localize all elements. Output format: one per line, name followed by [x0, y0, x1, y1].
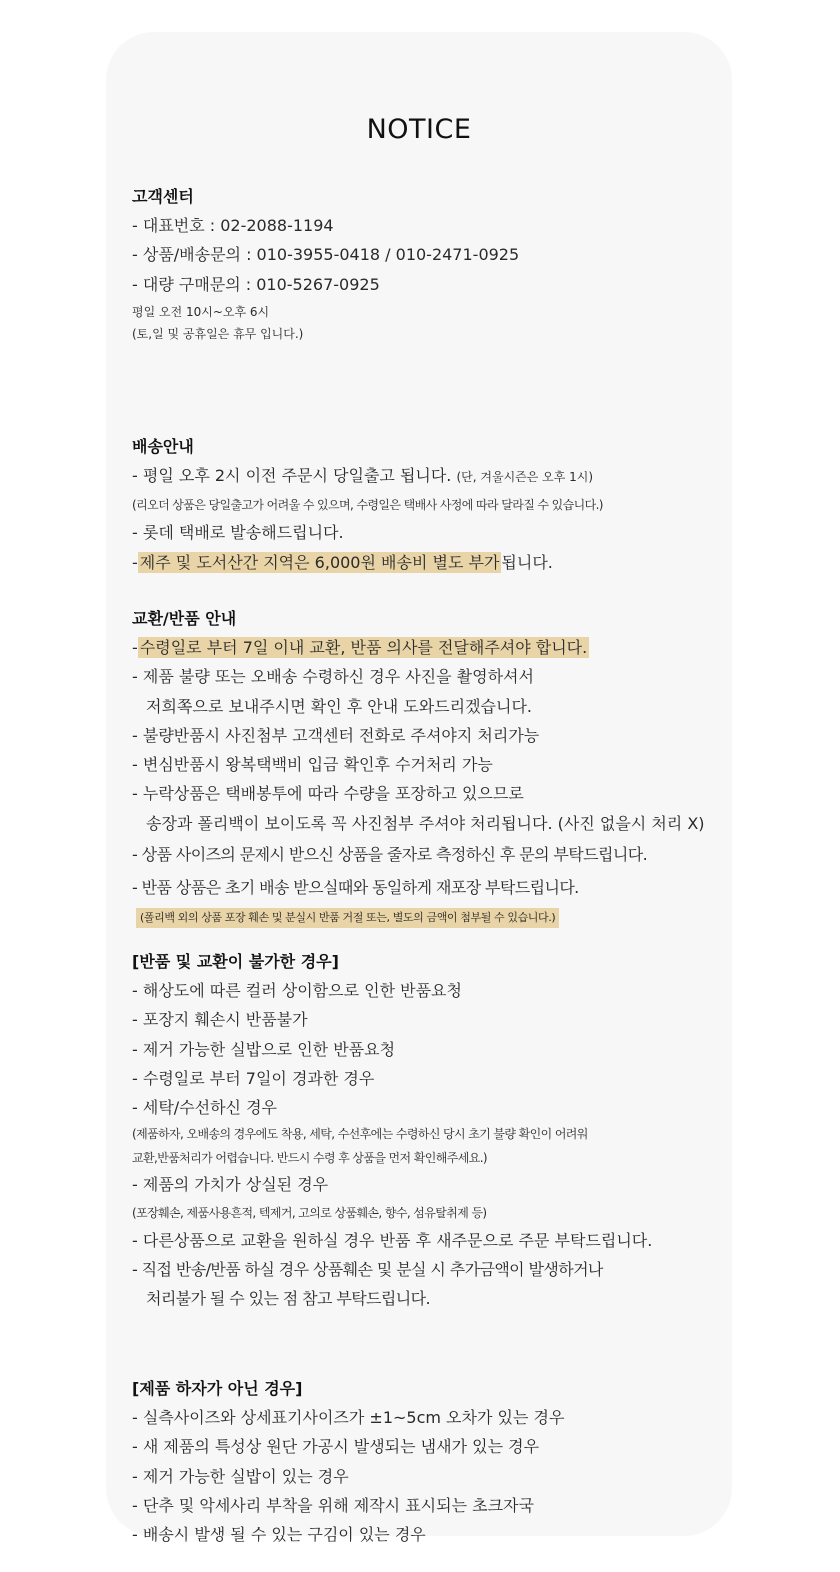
jeju-highlight: 제주 및 도서산간 지역은 6,000원 배송비 별도 부가 [139, 552, 500, 572]
holiday-note: (토,일 및 공휴일은 휴무 입니다.) [132, 326, 304, 341]
not-defect-item: - 제거 가능한 실밥이 있는 경우 [132, 1466, 349, 1486]
notice-card [106, 32, 732, 1545]
not-allowed-item: - 세탁/수선하신 경우 [132, 1098, 277, 1118]
main-phone-line: - 대표번호 : 02-2088-1194 [132, 216, 334, 235]
exchange-section [132, 604, 724, 928]
not-defect-item: - 단추 및 악세사리 부착을 위해 제작시 표시되는 초크자국 [132, 1495, 534, 1515]
not-defect-item: - 배송시 발생 될 수 있는 구김이 있는 경우 [132, 1525, 426, 1545]
not-allowed-section [132, 947, 724, 1314]
winter-note: (단, 겨울시즌은 오후 1시) [456, 470, 594, 484]
exchange-line: 저희쪽으로 보내주시면 확인 후 안내 도와드리겠습니다. [146, 696, 533, 716]
laundry-note-2: 교환,반품처리가 어렵습니다. 반드시 수령 후 상품을 먼저 확인해주세요.) [132, 1151, 487, 1166]
packaging-note-highlight: (폴리백 외의 상품 포장 훼손 및 분실시 반품 거절 또는, 별도의 금액이 첨부될 수 있습니다.) [136, 908, 559, 928]
bulk-inquiry-line: - 대량 구매문의 : 010-5267-0925 [132, 274, 380, 294]
courier-line: - 롯데 택배로 발송해드립니다. [132, 523, 344, 543]
not-defect-item: - 새 제품의 특성상 원단 가공시 발생되는 냄새가 있는 경우 [132, 1437, 540, 1457]
customer-center-heading: 고객센터 [132, 187, 194, 206]
not-defect-section [132, 1374, 724, 1549]
not-allowed-item: - 제거 가능한 실밥으로 인한 반품요청 [132, 1039, 396, 1059]
shipping-section [132, 432, 724, 577]
packaging-note-row [132, 906, 724, 928]
not-allowed-item: - 다른상품으로 교환을 원하실 경우 반품 후 새주문으로 주문 부탁드립니다. [132, 1230, 653, 1250]
shipping-line-1 [132, 461, 724, 492]
not-allowed-heading: [반품 및 교환이 불가한 경우] [132, 952, 339, 971]
not-allowed-item: - 직접 반송/반품 하실 경우 상품훼손 및 분실 시 추가금액이 발생하거나 [132, 1260, 603, 1280]
exchange-line: - 불량반품시 사진첨부 고객센터 전화로 주셔야지 처리가능 [132, 725, 540, 745]
not-allowed-item: - 포장지 훼손시 반품불가 [132, 1010, 308, 1030]
exchange-heading: 교환/반품 안내 [132, 609, 237, 628]
value-loss-note: (포장훼손, 제품사용흔적, 텍제거, 고의로 상품훼손, 향수, 섬유탈취제 등) [132, 1205, 487, 1220]
exchange-deadline-prefix: - [132, 638, 138, 657]
product-inquiry-line: - 상품/배송문의 : 010-3955-0418 / 010-2471-0925 [132, 245, 520, 265]
customer-center-section [132, 182, 724, 345]
exchange-deadline-highlight: 수령일로 부터 7일 이내 교환, 반품 의사를 전달해주셔야 합니다. [139, 638, 588, 657]
not-defect-heading: [제품 하자가 아닌 경우] [132, 1379, 303, 1398]
shipping-heading: 배송안내 [132, 437, 194, 456]
jeju-line-suffix: 됩니다. [501, 552, 553, 572]
shipping-line-1-main: - 평일 오후 2시 이전 주문시 당일출고 됩니다. [132, 466, 452, 485]
not-allowed-item: - 해상도에 따른 컬러 상이함으로 인한 반품요청 [132, 981, 462, 1000]
exchange-line: 송장과 폴리백이 보이도록 꼭 사진첨부 주셔야 처리됩니다. (사진 없을시 처리 X) [146, 813, 705, 833]
exchange-line: - 누락상품은 택배봉투에 따라 수량을 포장하고 있으므로 [132, 784, 524, 804]
reorder-note: (리오더 상품은 당일출고가 어려울 수 있으며, 수령일은 택배사 사정에 따라 달라질 수 있습니다.) [132, 498, 603, 513]
not-allowed-item: - 제품의 가치가 상실된 경우 [132, 1175, 329, 1195]
business-hours: 평일 오전 10시~오후 6시 [132, 304, 270, 319]
laundry-note-1: (제품하자, 오배송의 경우에도 착용, 세탁, 수선후에는 수령하신 당시 초기 불량 확인이 어려워 [132, 1127, 588, 1142]
jeju-line [132, 548, 724, 577]
exchange-line: - 상품 사이즈의 문제시 받으신 상품을 줄자로 측정하신 후 문의 부탁드립니다. [132, 845, 648, 865]
jeju-line-prefix: - [132, 552, 138, 572]
not-allowed-item: - 수령일로 부터 7일이 경과한 경우 [132, 1068, 375, 1088]
exchange-line: - 반품 상품은 초기 배송 받으실때와 동일하게 재포장 부탁드립니다. [132, 878, 579, 898]
page-title: NOTICE [366, 114, 472, 145]
exchange-line: - 제품 불량 또는 오배송 수령하신 경우 사진을 촬영하셔서 [132, 667, 534, 687]
exchange-deadline-line [132, 633, 724, 662]
exchange-line: - 변심반품시 왕복택백비 입금 확인후 수거처리 가능 [132, 755, 493, 775]
not-defect-item: - 실측사이즈와 상세표기사이즈가 ±1~5cm 오차가 있는 경우 [132, 1408, 565, 1427]
not-allowed-item: 처리불가 될 수 있는 점 참고 부탁드립니다. [146, 1289, 430, 1309]
